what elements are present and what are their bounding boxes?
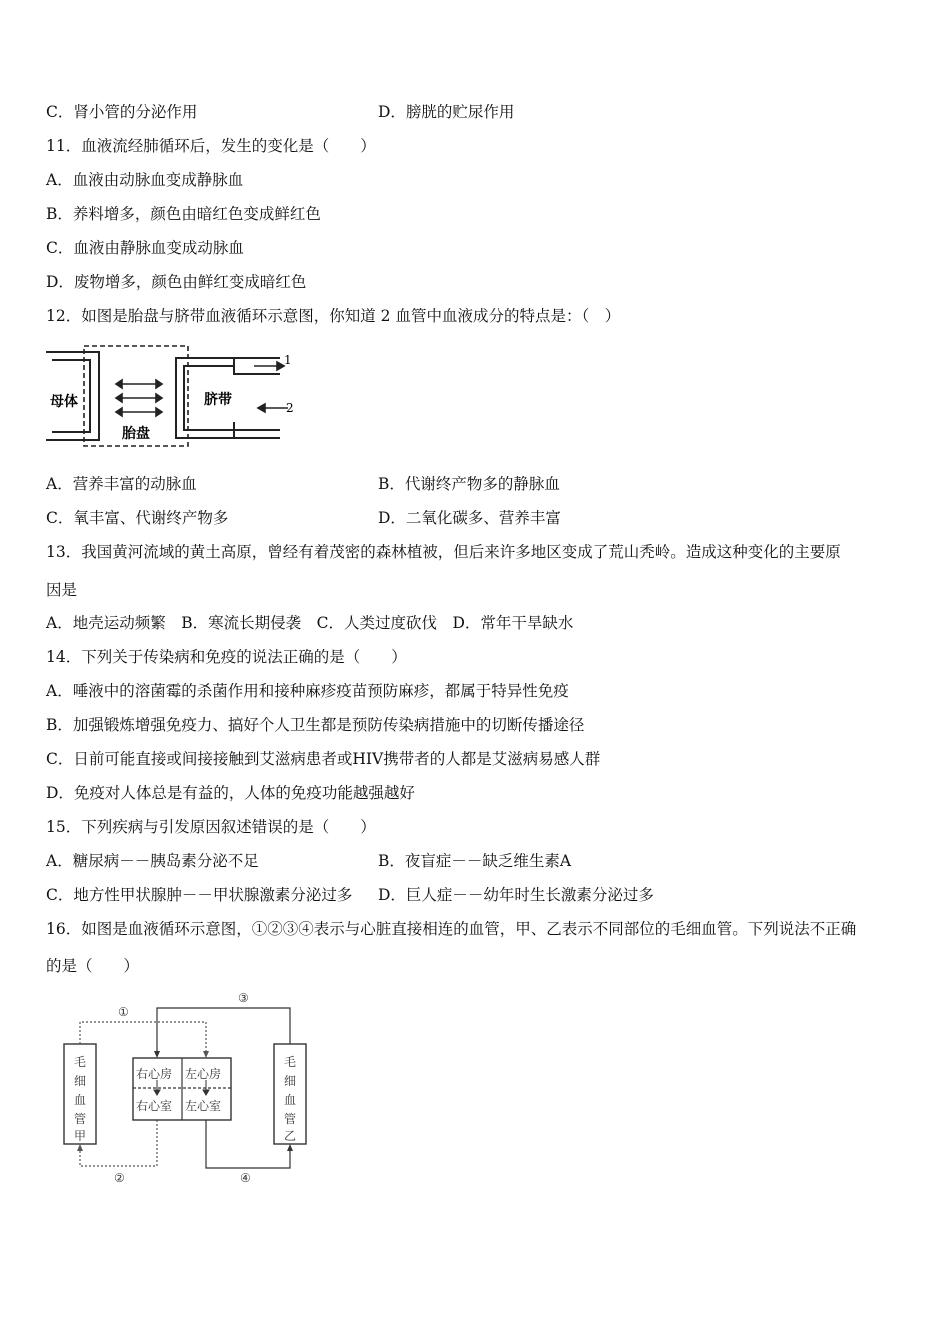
right-ventricle-label: 右心室 xyxy=(136,1099,173,1113)
q12-stem: 12．如图是胎盘与脐带血液循环示意图，你知道 2 血管中血液成分的特点是：（ ） xyxy=(46,307,621,325)
q11-option-b[interactable]: B．养料增多，颜色由暗红色变成鲜红色 xyxy=(46,205,321,223)
q11-stem: 11．血液流经肺循环后，发生的变化是（ ） xyxy=(46,137,376,155)
q11-option-a[interactable]: A．血液由动脉血变成静脉血 xyxy=(46,171,244,189)
q16-stem-line1: 16．如图是血液循环示意图，①②③④表示与心脏直接相连的血管，甲、乙表示不同部位的毛细血管。下列说法不正确 xyxy=(46,920,857,938)
vessel-1-label: ① xyxy=(118,1005,129,1019)
q12-option-b[interactable]: B．代谢终产物多的静脉血 xyxy=(378,475,560,493)
left-atrium-label: 左心房 xyxy=(185,1067,222,1081)
cap-b-char-4: 管 xyxy=(283,1112,297,1126)
vessel-3-label: ③ xyxy=(238,991,249,1005)
q15-option-b[interactable]: B．夜盲症－－缺乏维生素A xyxy=(378,852,572,870)
left-ventricle-label: 左心室 xyxy=(185,1099,222,1113)
q13-options[interactable]: A．地壳运动频繁 B．寒流长期侵袭 C．人类过度砍伐 D．常年干旱缺水 xyxy=(46,614,574,632)
q15-option-c[interactable]: C．地方性甲状腺肿－－甲状腺激素分泌过多 xyxy=(46,886,353,904)
q15-option-d[interactable]: D．巨人症－－幼年时生长激素分泌过多 xyxy=(378,886,654,904)
q14-option-d[interactable]: D．免疫对人体总是有益的，人体的免疫功能越强越好 xyxy=(46,784,415,802)
q15-option-a[interactable]: A．糖尿病－－胰岛素分泌不足 xyxy=(46,852,259,870)
vessel-4-label: ④ xyxy=(240,1171,251,1185)
q13-stem-line1: 13．我国黄河流域的黄土高原，曾经有着茂密的森林植被，但后来许多地区变成了荒山秃岭。造成这种变化的主要原 xyxy=(46,543,841,561)
cap-b-char-2: 细 xyxy=(283,1074,297,1088)
q16-stem-line2: 的是（ ） xyxy=(46,957,140,975)
cap-b-char-3: 血 xyxy=(283,1093,297,1107)
vessel-2-label: 2 xyxy=(286,401,294,415)
cap-b-char-1: 毛 xyxy=(283,1055,297,1069)
q14-option-c[interactable]: C．日前可能直接或间接接触到艾滋病患者或HIV携带者的人都是艾滋病易感人群 xyxy=(46,750,601,768)
q12-option-a[interactable]: A．营养丰富的动脉血 xyxy=(46,475,197,493)
q15-stem: 15．下列疾病与引发原因叙述错误的是（ ） xyxy=(46,818,376,836)
q11-option-d[interactable]: D．废物增多，颜色由鲜红变成暗红色 xyxy=(46,273,307,291)
q13-stem-line2: 因是 xyxy=(46,581,78,599)
q12-option-c[interactable]: C．氧丰富、代谢终产物多 xyxy=(46,509,229,527)
q11-option-c[interactable]: C．血液由静脉血变成动脉血 xyxy=(46,239,244,257)
right-atrium-label: 右心房 xyxy=(136,1067,173,1081)
vessel-1-label: 1 xyxy=(284,353,292,367)
cap-a-char-3: 血 xyxy=(73,1093,87,1107)
vessel-2-label: ② xyxy=(114,1171,125,1185)
placenta-umbilical-diagram xyxy=(44,340,304,455)
cap-a-char-5: 甲 xyxy=(73,1129,87,1143)
q14-option-a[interactable]: A．唾液中的溶菌霉的杀菌作用和接种麻疹疫苗预防麻疹，都属于特异性免疫 xyxy=(46,682,569,700)
cap-b-char-5: 乙 xyxy=(283,1129,297,1143)
q10-option-c[interactable]: C．肾小管的分泌作用 xyxy=(46,103,198,121)
placenta-label: 胎盘 xyxy=(122,426,150,442)
q14-stem: 14．下列关于传染病和免疫的说法正确的是（ ） xyxy=(46,648,407,666)
q12-option-d[interactable]: D．二氧化碳多、营养丰富 xyxy=(378,509,561,527)
cap-a-char-1: 毛 xyxy=(73,1055,87,1069)
cap-a-char-4: 管 xyxy=(73,1112,87,1126)
umbilical-label: 脐带 xyxy=(204,392,232,408)
mother-label: 母体 xyxy=(50,394,78,410)
blood-circulation-diagram xyxy=(58,988,308,1186)
cap-a-char-2: 细 xyxy=(73,1074,87,1088)
q14-option-b[interactable]: B．加强锻炼增强免疫力、搞好个人卫生都是预防传染病措施中的切断传播途径 xyxy=(46,716,585,734)
q10-option-d[interactable]: D．膀胱的贮尿作用 xyxy=(378,103,515,121)
